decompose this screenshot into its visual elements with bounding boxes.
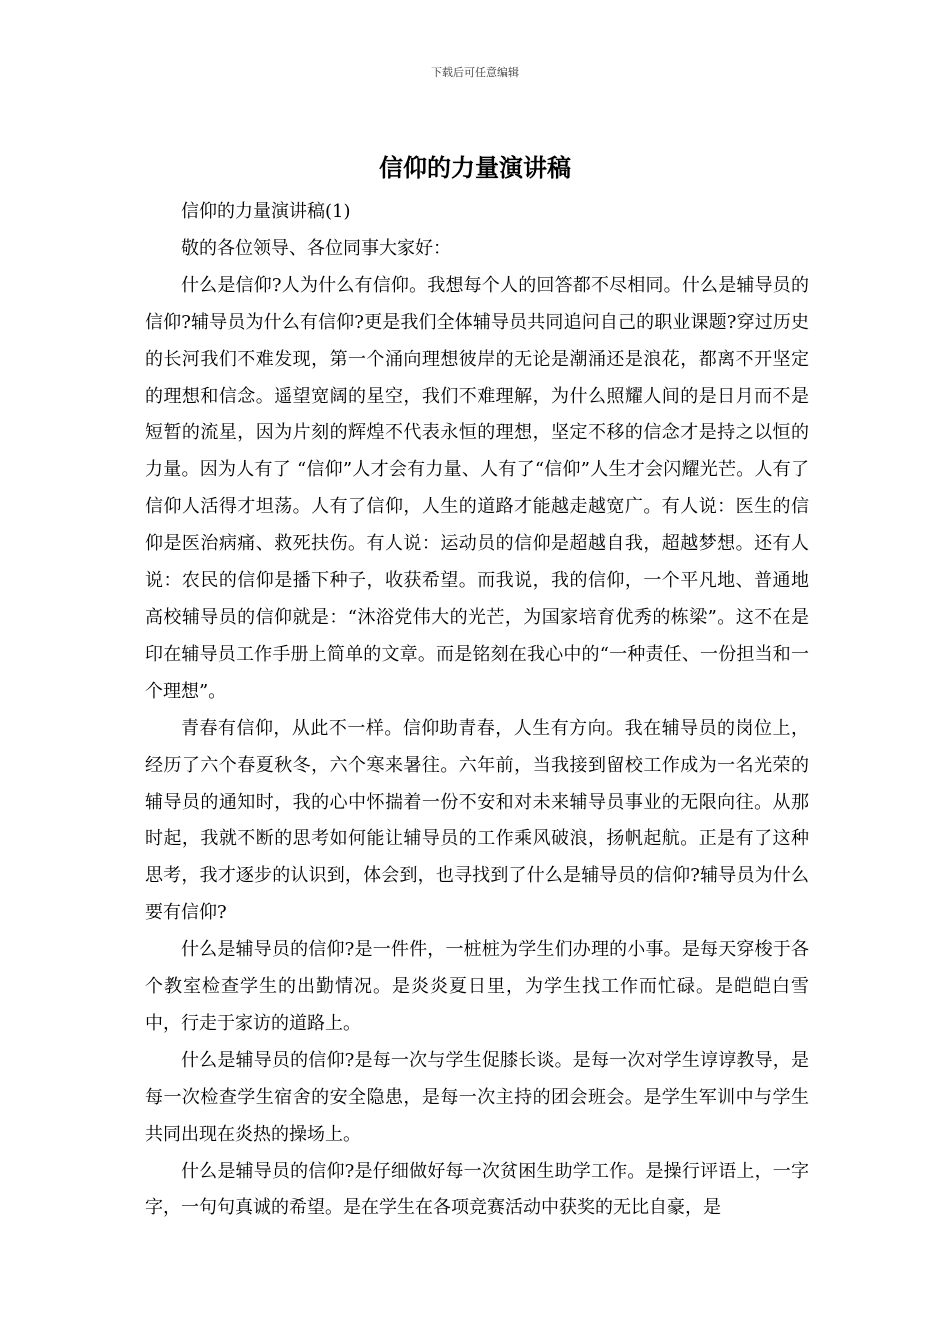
body-paragraph: 什么是信仰?人为什么有信仰。我想每个人的回答都不尽相同。什么是辅导员的信仰?辅导员为什么有信仰?更是我们全体辅导员共同追问自己的职业课题?穿过历史的长河我们不难发现，第一个涌向理想彼岸的无论是潮涌还是浪花，都离不开坚定的理想和信念。遥望宽阔的星空，我们不难理解，为什么照耀人间的是日月而不是短暂的流星，因为片刻的辉煌不代表永恒的理想，坚定不移的信念才是持之以恒的力量。因为人有了 “信仰”人才会有力量、人有了“信仰”人生才会闪耀光芒。人有了信仰人活得才坦荡。人有了信仰，人生的道路才能越走越宽广。有人说：医生的信仰是医治病痛、救死扶伤。有人说：运动员的信仰是超越自我，超越梦想。还有人说：农民的信仰是播下种子，收获希望。而我说，我的信仰，一个平凡地、普通地高校辅导员的信仰就是：“沐浴党伟大的光芒，为国家培育优秀的栋梁”。这不在是印在辅导员工作手册上简单的文章。而是铭刻在我心中的“一种责任、一份担当和一个理想”。 <box>145 274 809 702</box>
document-body <box>145 194 809 1227</box>
greeting-paragraph: 敬的各位领导、各位同事大家好： <box>181 237 451 259</box>
document-title: 信仰的力量演讲稿 <box>379 153 571 182</box>
body-paragraph: 什么是辅导员的信仰?是一件件，一桩桩为学生们办理的小事。是每天穿梭于各个教室检查学生的出勤情况。是炎炎夏日里，为学生找工作而忙碌。是皑皑白雪中，行走于家访的道路上。 <box>145 939 809 1034</box>
body-paragraph: 青春有信仰，从此不一样。信仰助青春，人生有方向。我在辅导员的岗位上，经历了六个春夏秋冬，六个寒来暑往。六年前，当我接到留校工作成为一名光荣的辅导员的通知时，我的心中怀揣着一份不安和对未来辅导员事业的无限向往。从那时起，我就不断的思考如何能让辅导员的工作乘风破浪，扬帆起航。正是有了这种思考，我才逐步的认识到，体会到，也寻找到了什么是辅导员的信仰?辅导员为什么要有信仰? <box>145 717 809 924</box>
body-paragraph: 什么是辅导员的信仰?是每一次与学生促膝长谈。是每一次对学生谆谆教导，是每一次检查学生宿舍的安全隐患，是每一次主持的团会班会。是学生军训中与学生共同出现在炎热的操场上。 <box>145 1049 809 1145</box>
body-paragraph: 什么是辅导员的信仰?是仔细做好每一次贫困生助学工作。是操行评语上，一字字，一句句真诚的希望。是在学生在各项竞赛活动中获奖的无比自豪，是 <box>145 1160 809 1219</box>
subtitle-paragraph: 信仰的力量演讲稿(1) <box>181 201 351 222</box>
page-header-note: 下载后可任意编辑 <box>431 66 519 79</box>
